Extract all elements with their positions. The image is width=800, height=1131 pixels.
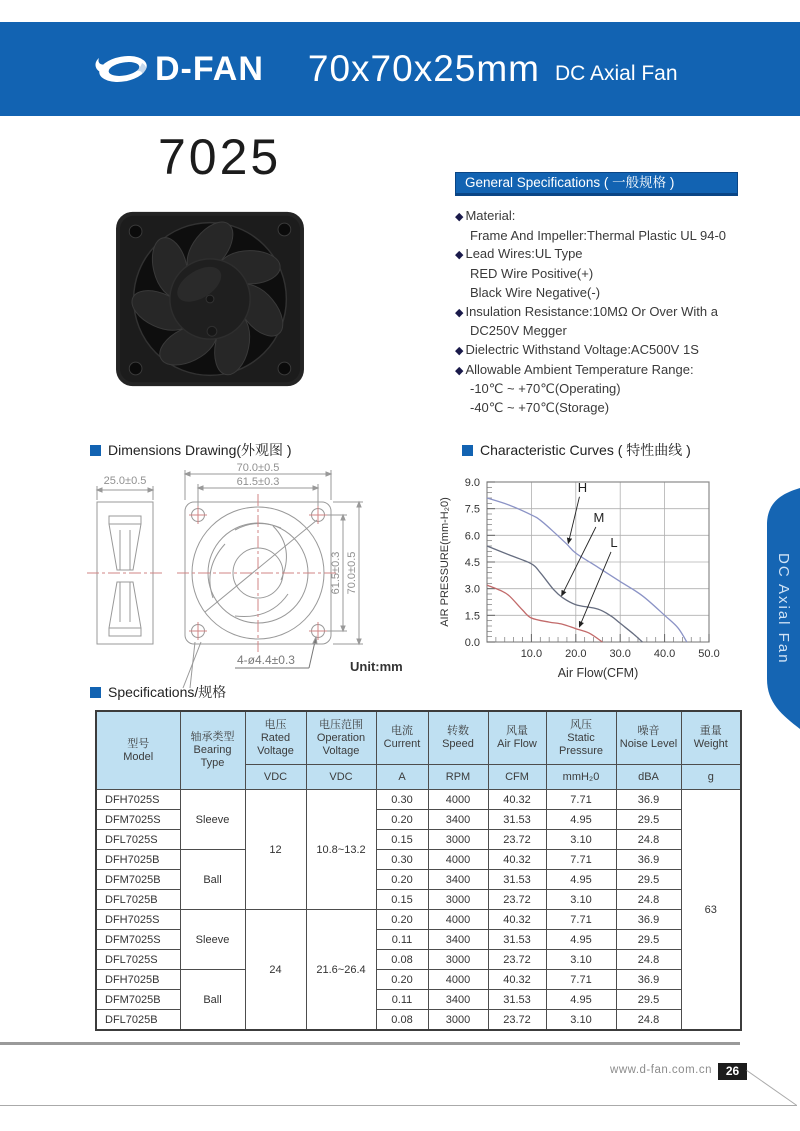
col-header-operation-voltage: 电压范围 Operation Voltage: [306, 711, 376, 765]
cell-static-pressure: 3.10: [546, 830, 616, 850]
spec-item: ◆ Insulation Resistance:10MΩ Or Over With a: [455, 303, 718, 319]
cell-model: DFL7025B: [96, 890, 180, 910]
cell-speed: 3400: [428, 810, 488, 830]
cell-operation-voltage: 21.6~26.4: [306, 910, 376, 1031]
cell-noise-level: 36.9: [616, 790, 681, 810]
y-tick-label: 9.0: [464, 477, 480, 489]
cell-noise-level: 29.5: [616, 810, 681, 830]
col-header-current: 电流 Current: [376, 711, 428, 765]
spec-table: [95, 710, 742, 1031]
cell-speed: 3000: [428, 890, 488, 910]
diamond-bullet-icon: ◆: [455, 306, 464, 319]
dim-holes-label: 4-ø4.4±0.3: [237, 653, 295, 667]
blue-square-icon: [462, 445, 473, 456]
unit-header: A: [376, 765, 428, 790]
side-tab: [753, 487, 800, 730]
cell-model: DFM7025S: [96, 810, 180, 830]
x-axis-title: Air Flow(CFM): [557, 666, 639, 680]
unit-header: RPM: [428, 765, 488, 790]
table-row: [96, 970, 741, 990]
spec-item: RED Wire Positive(+): [470, 266, 594, 282]
cell-model: DFM7025B: [96, 870, 180, 890]
spec-item: Black Wire Negative(-): [470, 284, 601, 300]
curves-section-header: [462, 440, 691, 460]
general-specifications-title: General Specifications ( 一般规格 ): [455, 172, 738, 196]
fan-swirl-icon: [93, 49, 149, 89]
page-subtitle: DC Axial Fan: [555, 62, 678, 85]
x-tick-label: 30.0: [609, 648, 631, 660]
unit-header: CFM: [488, 765, 546, 790]
cell-speed: 3400: [428, 870, 488, 890]
col-header-noise-level: 噪音 Noise Level: [616, 711, 681, 765]
cell-air-flow: 40.32: [488, 910, 546, 930]
footer-diagonal-line: [746, 1070, 797, 1106]
cell-static-pressure: 7.71: [546, 850, 616, 870]
footer-website: www.d-fan.com.cn: [610, 1064, 712, 1076]
cell-noise-level: 36.9: [616, 910, 681, 930]
dimensions-section-header: [90, 440, 292, 460]
cell-noise-level: 24.8: [616, 890, 681, 910]
cell-static-pressure: 4.95: [546, 870, 616, 890]
cell-current: 0.11: [376, 990, 428, 1010]
dimensions-section-title: Dimensions Drawing(外观图 ): [108, 442, 292, 458]
cell-noise-level: 24.8: [616, 1010, 681, 1031]
unit-header: dBA: [616, 765, 681, 790]
y-tick-label: 3.0: [464, 583, 480, 596]
cell-static-pressure: 4.95: [546, 990, 616, 1010]
y-axis-title: AIR PRESSURE(mm-H₂0): [439, 497, 451, 627]
cell-speed: 3000: [428, 950, 488, 970]
spec-item: -10℃ ~ +70℃(Operating): [470, 381, 621, 397]
dim-height-inner-label: 61.5±0.3: [330, 551, 342, 595]
cell-current: 0.30: [376, 850, 428, 870]
cell-air-flow: 23.72: [488, 830, 546, 850]
x-tick-label: 10.0: [520, 648, 543, 660]
cell-static-pressure: 7.71: [546, 910, 616, 930]
cell-static-pressure: 3.10: [546, 890, 616, 910]
side-tab-label: DC Axial Fan: [775, 552, 792, 665]
dim-height-outer-label: 70.0±0.5: [346, 551, 358, 595]
unit-header: VDC: [245, 765, 306, 790]
cell-speed: 4000: [428, 910, 488, 930]
cell-weight: 63: [681, 790, 741, 1031]
cell-current: 0.20: [376, 870, 428, 890]
spec-item: ◆ Lead Wires:UL Type: [455, 246, 583, 262]
cell-model: DFH7025B: [96, 850, 180, 870]
curve-H: [487, 498, 687, 642]
footer-bottom-rule: [0, 1105, 797, 1106]
cell-current: 0.20: [376, 810, 428, 830]
diamond-bullet-icon: ◆: [455, 249, 464, 262]
specs-section-title: Specifications/规格: [108, 684, 227, 700]
cell-model: DFM7025S: [96, 930, 180, 950]
cell-static-pressure: 3.10: [546, 950, 616, 970]
col-header-bearing-type: 轴承类型 Bearing Type: [180, 711, 245, 790]
curve-label-L: L: [610, 534, 618, 550]
dim-width-inner-label: 61.5±0.3: [236, 476, 280, 488]
brand-name: D-FAN: [155, 49, 264, 88]
header-banner: [0, 22, 800, 116]
cell-static-pressure: 7.71: [546, 790, 616, 810]
x-tick-label: 50.0: [698, 648, 720, 660]
cell-static-pressure: 7.71: [546, 970, 616, 990]
curve-M: [487, 546, 642, 642]
cell-air-flow: 23.72: [488, 950, 546, 970]
cell-model: DFL7025S: [96, 950, 180, 970]
page-number-badge: 26: [718, 1063, 747, 1080]
cell-noise-level: 29.5: [616, 990, 681, 1010]
diamond-bullet-icon: ◆: [455, 211, 464, 223]
spec-item: ◆ Allowable Ambient Temperature Range:: [455, 361, 694, 377]
cell-air-flow: 40.32: [488, 790, 546, 810]
unit-header: VDC: [306, 765, 376, 790]
general-specifications-panel: [455, 172, 745, 418]
cell-model: DFL7025S: [96, 830, 180, 850]
cell-model: DFH7025S: [96, 910, 180, 930]
unit-header: mmH₂0: [546, 765, 616, 790]
diamond-bullet-icon: ◆: [455, 364, 464, 377]
cell-current: 0.08: [376, 950, 428, 970]
cell-speed: 4000: [428, 850, 488, 870]
cell-model: DFM7025B: [96, 990, 180, 1010]
dim-unit-label: Unit:mm: [350, 659, 403, 674]
brand-logo: [93, 49, 264, 89]
cell-air-flow: 31.53: [488, 990, 546, 1010]
cell-speed: 4000: [428, 790, 488, 810]
cell-noise-level: 36.9: [616, 850, 681, 870]
product-photo: [112, 206, 308, 397]
cell-bearing-type: Ball: [180, 970, 245, 1031]
spec-item: -40℃ ~ +70℃(Storage): [470, 400, 610, 416]
table-row: [96, 790, 741, 810]
cell-current: 0.11: [376, 930, 428, 950]
unit-header: g: [681, 765, 741, 790]
cell-air-flow: 31.53: [488, 810, 546, 830]
cell-rated-voltage: 24: [245, 910, 306, 1031]
y-tick-label: 7.5: [464, 503, 480, 516]
col-header-rated-voltage: 电压 Rated Voltage: [245, 711, 306, 765]
spec-item: ◆ Dielectric Withstand Voltage:AC500V 1S: [455, 341, 699, 357]
cell-model: DFL7025B: [96, 1010, 180, 1031]
cell-current: 0.20: [376, 970, 428, 990]
dim-width-outer-label: 70.0±0.5: [236, 462, 280, 474]
footer-rule: [0, 1042, 740, 1045]
cell-static-pressure: 4.95: [546, 810, 616, 830]
col-header-static-pressure: 风压 Static Pressure: [546, 711, 616, 765]
cell-current: 0.15: [376, 830, 428, 850]
diamond-bullet-icon: ◆: [455, 344, 464, 357]
cell-speed: 3400: [428, 930, 488, 950]
col-header-speed: 转数 Speed: [428, 711, 488, 765]
y-tick-label: 1.5: [464, 610, 480, 623]
blue-square-icon: [90, 687, 101, 698]
cell-speed: 3000: [428, 1010, 488, 1031]
cell-model: DFH7025S: [96, 790, 180, 810]
model-number-title: 7025: [158, 129, 282, 185]
cell-rated-voltage: 12: [245, 790, 306, 910]
blue-square-icon: [90, 445, 101, 456]
general-specifications-list: [455, 207, 745, 418]
spec-item: Frame And Impeller:Thermal Plastic UL 94-0: [470, 227, 727, 243]
cell-current: 0.30: [376, 790, 428, 810]
cell-static-pressure: 4.95: [546, 930, 616, 950]
y-tick-label: 6.0: [464, 530, 480, 543]
cell-model: DFH7025B: [96, 970, 180, 990]
y-tick-label: 0.0: [464, 637, 480, 649]
cell-air-flow: 23.72: [488, 1010, 546, 1031]
cell-static-pressure: 3.10: [546, 1010, 616, 1031]
curve-label-H: H: [577, 479, 588, 495]
cell-bearing-type: Sleeve: [180, 790, 245, 850]
dimensions-drawing: [85, 460, 435, 697]
cell-current: 0.08: [376, 1010, 428, 1031]
cell-noise-level: 36.9: [616, 970, 681, 990]
spec-item: DC250V Megger: [470, 323, 567, 339]
spec-item: ◆ Material:: [455, 208, 516, 223]
cell-air-flow: 40.32: [488, 850, 546, 870]
cell-speed: 3400: [428, 990, 488, 1010]
cell-current: 0.15: [376, 890, 428, 910]
cell-current: 0.20: [376, 910, 428, 930]
cell-operation-voltage: 10.8~13.2: [306, 790, 376, 910]
col-header-weight: 重量 Weight: [681, 711, 741, 765]
y-tick-label: 4.5: [464, 557, 480, 569]
cell-air-flow: 23.72: [488, 890, 546, 910]
table-row: [96, 910, 741, 930]
cell-air-flow: 40.32: [488, 970, 546, 990]
curve-label-M: M: [593, 510, 605, 525]
characteristic-curves-chart: [435, 464, 743, 701]
page-title: 70x70x25mm: [307, 48, 540, 89]
cell-noise-level: 24.8: [616, 830, 681, 850]
col-header-air-flow: 风量 Air Flow: [488, 711, 546, 765]
cell-noise-level: 24.8: [616, 950, 681, 970]
cell-noise-level: 29.5: [616, 870, 681, 890]
cell-bearing-type: Sleeve: [180, 910, 245, 970]
table-row: [96, 850, 741, 870]
x-tick-label: 20.0: [565, 648, 587, 660]
cell-speed: 3000: [428, 830, 488, 850]
dim-depth-label: 25.0±0.5: [103, 475, 147, 487]
cell-noise-level: 29.5: [616, 930, 681, 950]
cell-air-flow: 31.53: [488, 930, 546, 950]
curves-section-title: Characteristic Curves ( 特性曲线 ): [480, 442, 691, 458]
cell-speed: 4000: [428, 970, 488, 990]
col-header-model: 型号 Model: [96, 711, 180, 790]
x-tick-label: 40.0: [653, 648, 676, 660]
cell-air-flow: 31.53: [488, 870, 546, 890]
cell-bearing-type: Ball: [180, 850, 245, 910]
specs-section-header: [90, 682, 226, 702]
